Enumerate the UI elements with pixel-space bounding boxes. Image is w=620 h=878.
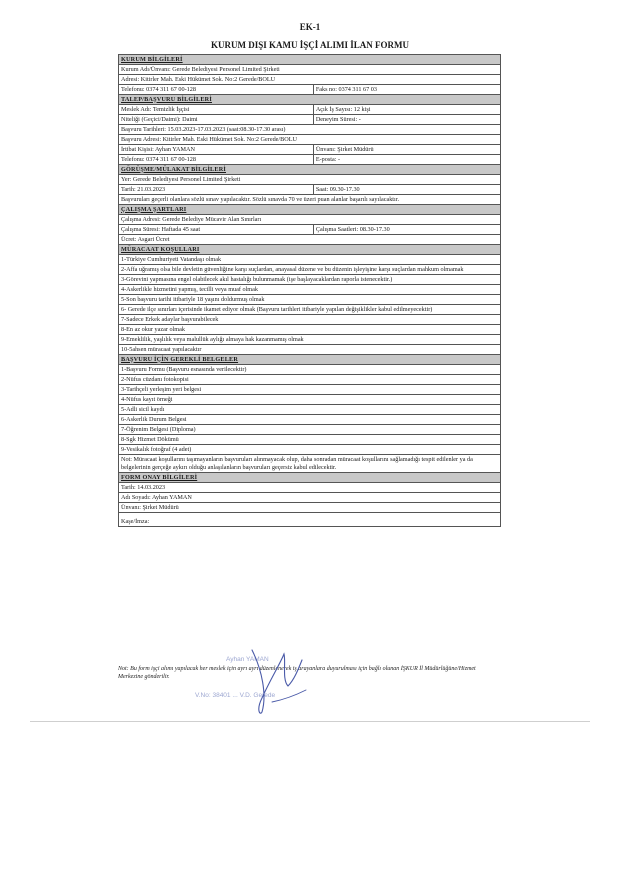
belge-item: 7-Öğrenim Belgesi (Diploma) bbox=[119, 425, 501, 435]
talep-acik-is: Açık İş Sayısı: 12 kişi bbox=[313, 105, 500, 115]
announcement-form-table bbox=[118, 54, 501, 527]
calisma-saatleri: Çalışma Saatleri: 08.30-17.30 bbox=[313, 225, 500, 235]
muracaat-item: 4-Askerlikle hizmetini yapmış, tecilli veya muaf olmak bbox=[119, 285, 501, 295]
stamp-name: Ayhan YAMAN bbox=[226, 656, 269, 663]
talep-unvani: Ünvanı: Şirket Müdürü bbox=[313, 145, 500, 155]
muracaat-item: 8-En az okur yazar olmak bbox=[119, 325, 501, 335]
talep-deneyim: Deneyim Süresi: - bbox=[313, 115, 500, 125]
kurum-adres: Adresi: Kitirler Mah. Eski Hükümet Sok. No:2 Gerede/BOLU bbox=[119, 75, 501, 85]
page-divider bbox=[30, 721, 590, 722]
belge-item: 6-Askerlik Durum Belgesi bbox=[119, 415, 501, 425]
gorusme-saat: Saat: 09.30-17.30 bbox=[313, 185, 500, 195]
stamp-tax-number: V.No: 38401 ... V.D. Gerede bbox=[195, 692, 276, 699]
muracaat-item: 9-Emeklilik, yaşlılık veya malullük aylığı almaya hak kazanmamış olmak bbox=[119, 335, 501, 345]
muracaat-item: 3-Görevini yapmasına engel olabilecek akıl hastalığı bulunmamak (işe başlayacaklardan raporla istenecektir.) bbox=[119, 275, 501, 285]
muracaat-item: 10-5ahsen müracaat yapılacaktır bbox=[119, 345, 501, 355]
belge-item: 4-Nüfus kayıt örneği bbox=[119, 395, 501, 405]
calisma-suresi: Çalışma Süresi: Haftada 45 saat bbox=[119, 225, 314, 235]
section-onay: FORM ONAY BİLGİLERİ bbox=[119, 473, 501, 483]
section-calisma: ÇALIŞMA ŞARTLARI bbox=[119, 205, 501, 215]
calisma-adres: Çalışma Adresi: Gerede Belediye Mücavir Alan Sınırları bbox=[119, 215, 501, 225]
section-talep: TALEP/BAŞVURU BİLGİLERİ bbox=[119, 95, 501, 105]
talep-irtibat: İrtibat Kişisi: Ayhan YAMAN bbox=[119, 145, 314, 155]
muracaat-item: 5-Son başvuru tarihi itibariyle 18 yaşını doldurmuş olmak bbox=[119, 295, 501, 305]
kurum-faks: Faks no: 0374 311 67 03 bbox=[313, 85, 500, 95]
signature-icon bbox=[232, 640, 322, 720]
section-gorusme: GÖRÜŞME/MÜLAKAT BİLGİLERİ bbox=[119, 165, 501, 175]
talep-adres: Başvuru Adresi: Kitirler Mah. Eski Hükümet Sok. No:2 Gerede/BOLU bbox=[119, 135, 501, 145]
onay-tarih: Tarih: 14.03.2023 bbox=[119, 483, 501, 493]
talep-eposta: E-posta: - bbox=[313, 155, 500, 165]
onay-unvani: Ünvanı: Şirket Müdürü bbox=[119, 503, 501, 513]
onay-adi: Adı Soyadı: Ayhan YAMAN bbox=[119, 493, 501, 503]
footer-note: Not: Bu form işçi alımı yapılacak her meslek için ayrı ayrı düzenlenerek iş arayanlara duyurulması için bağlı olunan İŞKUR İl Müdürlüğüne/Hizmet Merkezine gönderilir. bbox=[118, 666, 476, 680]
calisma-ucret: Ücret: Asgari Ücret bbox=[119, 235, 501, 245]
section-kurum: KURUM BİLGİLERİ bbox=[119, 55, 501, 65]
gorusme-not: Başvuruları geçerli olanlara sözlü sınav yapılacaktır. Sözlü sınavda 70 ve üzeri puan alanlar başarılı sayılacaktır. bbox=[119, 195, 501, 205]
talep-niteligi: Niteliği (Geçici/Daimi): Daimi bbox=[119, 115, 314, 125]
belgeler-not: Not: Müracaat koşullarını taşımayanların başvuruları alınmayacak olup, daha sonradan müracaat koşullarını sağlamadığı tespit edilenler ya da belgelerinin gerçeğe aykırı olduğu anlaşılanların başvuruları geçersiz kabul edilecektir. bbox=[119, 455, 501, 473]
section-belgeler: BAŞVURU İÇİN GEREKLİ BELGELER bbox=[119, 355, 501, 365]
kurum-telefon: Telefonu: 0374 311 67 00-128 bbox=[119, 85, 314, 95]
form-annex-number: EK-1 bbox=[299, 22, 321, 32]
talep-telefon: Telefonu: 0374 311 67 00-128 bbox=[119, 155, 314, 165]
muracaat-item: 7-Sadece Erkek adaylar başvurabilecek bbox=[119, 315, 501, 325]
belge-item: 8-Sgk Hizmet Dökümü bbox=[119, 435, 501, 445]
onay-kase: Kaşe/İmza: bbox=[119, 513, 501, 527]
muracaat-item: 1-Türkiye Cumhuriyeti Vatandaşı olmak bbox=[119, 255, 501, 265]
gorusme-yer: Yer: Gerede Belediyesi Personel Limited Şirketi bbox=[119, 175, 501, 185]
muracaat-item: 6- Gerede ilçe sınırları içerisinde ikamet ediyor olmak (Başvuru tarihleri itibariyle yapılan değişiklikler kabul edilmeyecektir) bbox=[119, 305, 501, 315]
belge-item: 1-Başvuru Formu (Başvuru esnasında verilecektir) bbox=[119, 365, 501, 375]
belge-item: 3-Tarihçeli yerleşim yeri belgesi bbox=[119, 385, 501, 395]
belge-item: 2-Nüfus cüzdanı fotokopisi bbox=[119, 375, 501, 385]
section-muracaat: MÜRACAAT KOŞULLARI bbox=[119, 245, 501, 255]
talep-tarihler: Başvuru Tarihleri: 15.03.2023-17.03.2023 (saat:08.30-17.30 arası) bbox=[119, 125, 501, 135]
form-title: KURUM DIŞI KAMU İŞÇİ ALIMI İLAN FORMU bbox=[210, 40, 409, 50]
belge-item: 9-Vesikalık fotoğraf (4 adet) bbox=[119, 445, 501, 455]
belge-item: 5-Adli sicil kaydı bbox=[119, 405, 501, 415]
kurum-adi: Kurum Adı/Ünvanı: Gerede Belediyesi Personel Limited Şirketi bbox=[119, 65, 501, 75]
talep-meslek: Meslek Adı: Temizlik İşçisi bbox=[119, 105, 314, 115]
gorusme-tarih: Tarih: 21.03.2023 bbox=[119, 185, 314, 195]
muracaat-item: 2-Affa uğramış olsa bile devletin güvenliğine karşı suçlardan, anayasal düzene ve bu düzenin işleyişine karşı suçlardan mahkum olmamak bbox=[119, 265, 501, 275]
